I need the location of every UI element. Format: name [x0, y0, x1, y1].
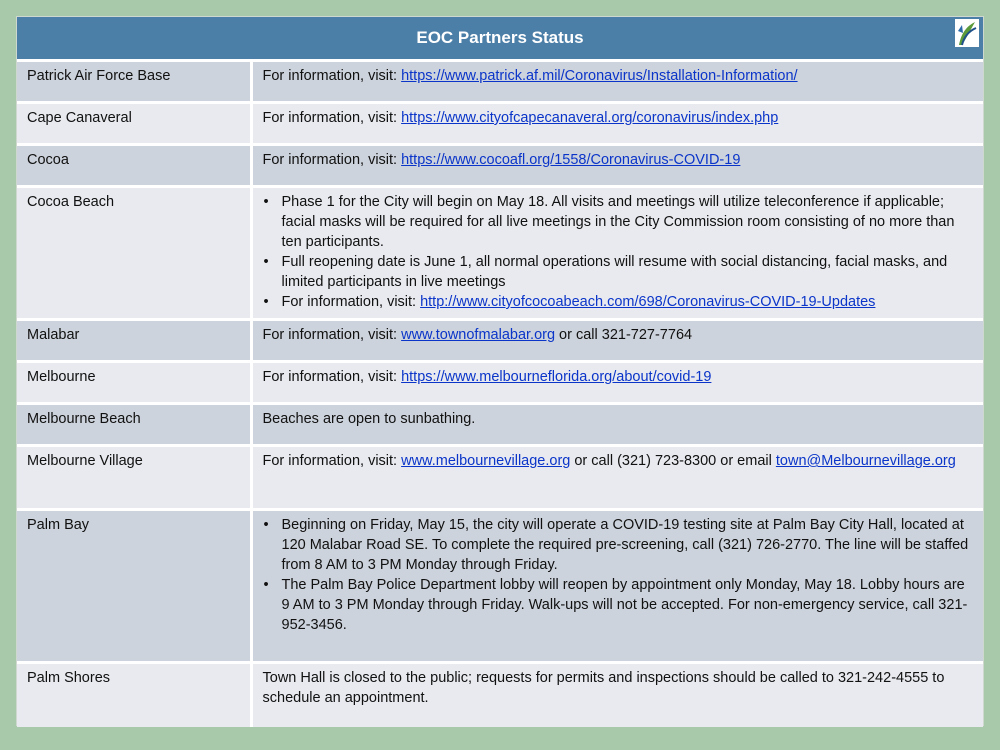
partner-status: [251, 362, 983, 404]
status-text: or call 321-727-7764: [555, 327, 693, 343]
partner-name: Palm Shores: [17, 663, 251, 727]
bullet-list: [263, 192, 974, 312]
melbourne-village-email-link[interactable]: town@Melbournevillage.org: [775, 453, 956, 469]
brevard-leaf-logo-icon: [955, 19, 979, 47]
status-text: For information, visit:: [281, 294, 421, 310]
partner-status: [251, 446, 983, 510]
partner-name: Patrick Air Force Base: [17, 61, 251, 103]
partner-status: [251, 145, 983, 187]
partner-name: Palm Bay: [17, 510, 251, 663]
partner-status: [251, 187, 983, 320]
partners-table: [17, 59, 983, 727]
table-row: [17, 61, 983, 103]
status-text: For information, visit:: [262, 68, 402, 84]
partner-name: Melbourne Village: [17, 446, 251, 510]
partner-name: Cocoa: [17, 145, 251, 187]
status-text: For information, visit:: [262, 327, 402, 343]
malabar-link[interactable]: www.townofmalabar.org: [401, 327, 556, 343]
list-item: [282, 292, 974, 312]
partner-status: Town Hall is closed to the public; requests for permits and inspections should be called to 321-242-4555 to schedule an appointment.: [251, 663, 983, 727]
table-row: [17, 404, 983, 446]
status-text: For information, visit:: [262, 369, 402, 385]
page-title: EOC Partners Status: [416, 28, 584, 47]
status-text: For information, visit:: [262, 453, 402, 469]
table-row: [17, 510, 983, 663]
table-row: [17, 663, 983, 727]
list-item: • Phase 1 for the City will begin on May 18. All visits and meetings will utilize teleconference if applicable; facial masks will be required for all live meetings in the City Commission room consisting of no more than ten participants.: [282, 192, 974, 252]
cape-canaveral-link[interactable]: https://www.cityofcapecanaveral.org/coronavirus/index.php: [401, 110, 779, 126]
bullet-list: [263, 515, 974, 635]
partner-name: Malabar: [17, 320, 251, 362]
partner-status: Beaches are open to sunbathing.: [251, 404, 983, 446]
melbourne-link[interactable]: https://www.melbourneflorida.org/about/covid-19: [401, 369, 712, 385]
table-row: [17, 362, 983, 404]
cocoa-beach-link[interactable]: http://www.cityofcocoabeach.com/698/Coronavirus-COVID-19-Updates: [420, 294, 876, 310]
partner-status: [251, 510, 983, 663]
patrick-afb-link[interactable]: https://www.patrick.af.mil/Coronavirus/Installation-Information/: [401, 68, 798, 84]
partner-status: [251, 103, 983, 145]
table-row: [17, 187, 983, 320]
table-row: [17, 446, 983, 510]
table-row: [17, 103, 983, 145]
partner-name: Cocoa Beach: [17, 187, 251, 320]
list-item: • Beginning on Friday, May 15, the city will operate a COVID-19 testing site at Palm Bay City Hall, located at 120 Malabar Road SE. To complete the required pre-screening, call (321) 726-2770. The line will be staffed from 8 AM to 3 PM Monday through Friday.: [282, 515, 974, 575]
cocoa-link[interactable]: https://www.cocoafl.org/1558/Coronavirus-COVID-19: [401, 152, 741, 168]
table-row: [17, 320, 983, 362]
melbourne-village-link[interactable]: www.melbournevillage.org: [401, 453, 571, 469]
table-header: [17, 17, 983, 59]
partner-name: Melbourne: [17, 362, 251, 404]
slide: [16, 16, 984, 726]
partner-name: Melbourne Beach: [17, 404, 251, 446]
partner-status: [251, 320, 983, 362]
status-text: For information, visit:: [262, 110, 402, 126]
status-text: For information, visit:: [262, 152, 402, 168]
status-text: or call (321) 723-8300 or email: [570, 453, 776, 469]
list-item: • The Palm Bay Police Department lobby will reopen by appointment only Monday, May 18. Lobby hours are 9 AM to 3 PM Monday through Friday. Walk-ups will not be accepted. For non-emergency service, call 321-952-3456.: [282, 575, 974, 635]
list-item: • Full reopening date is June 1, all normal operations will resume with social distancing, facial masks, and limited participants in live meetings: [282, 252, 974, 292]
partner-name: Cape Canaveral: [17, 103, 251, 145]
partner-status: [251, 61, 983, 103]
table-row: [17, 145, 983, 187]
